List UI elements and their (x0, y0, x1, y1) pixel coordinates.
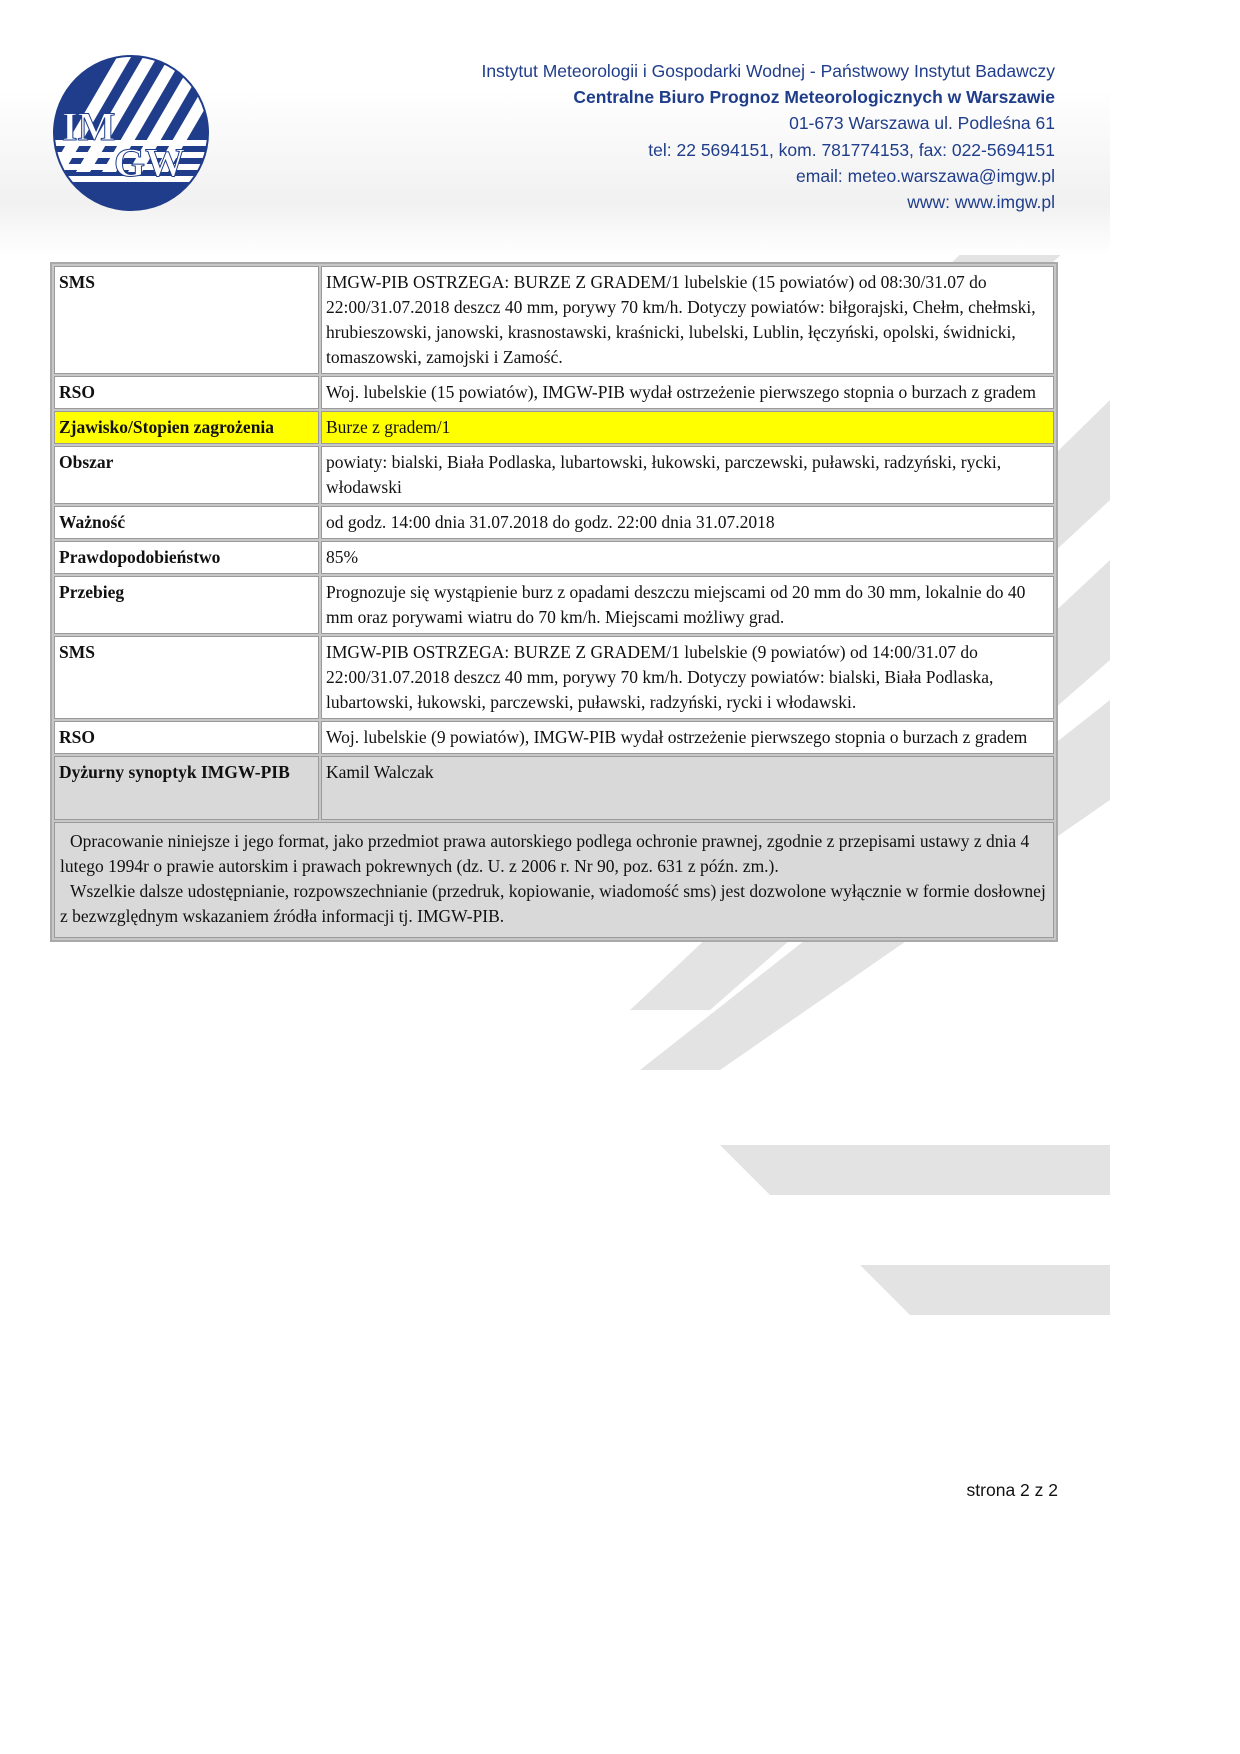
page-number: strona 2 z 2 (966, 1480, 1058, 1500)
row-value: Burze z gradem/1 (321, 411, 1054, 444)
address: 01-673 Warszawa ul. Podleśna 61 (789, 113, 1055, 134)
row-value: Woj. lubelskie (15 powiatów), IMGW-PIB wydał ostrzeżenie pierwszego stopnia o burzach z gradem (321, 376, 1054, 409)
copyright-paragraph-2: Wszelkie dalsze udostępnianie, rozpowszechnianie (przedruk, kopiowanie, wiadomość sms) jest dozwolone wyłącznie w formie dosłownej z bezwzględnym wskazaniem źródła informacji tj. IMGW-PIB. (60, 881, 1046, 926)
table-row (54, 446, 1054, 504)
row-label: SMS (54, 266, 319, 374)
warning-table (50, 262, 1058, 942)
institute-name: Instytut Meteorologii i Gospodarki Wodnej - Państwowy Instytut Badawczy (481, 61, 1055, 81)
row-label: Ważność (54, 506, 319, 539)
row-label: Dyżurny synoptyk IMGW-PIB (54, 756, 319, 820)
row-label: Obszar (54, 446, 319, 504)
phone: tel: 22 5694151, kom. 781774153, fax: 022-5694151 (648, 139, 1055, 160)
table-row (54, 376, 1054, 409)
logo-text-top: IM (62, 104, 116, 149)
row-label: SMS (54, 636, 319, 719)
row-value: Woj. lubelskie (9 powiatów), IMGW-PIB wydał ostrzeżenie pierwszego stopnia o burzach z gradem (321, 721, 1054, 754)
table-row (54, 576, 1054, 634)
row-label: Przebieg (54, 576, 319, 634)
row-value: Prognozuje się wystąpienie burz z opadami deszczu miejscami od 20 mm do 30 mm, lokalnie do 40 mm oraz porywami wiatru do 70 km/h. Miejscami możliwy grad. (321, 576, 1054, 634)
table-row (54, 541, 1054, 574)
row-label: Prawdopodobieństwo (54, 541, 319, 574)
copyright-note (54, 822, 1054, 938)
organization-info (481, 58, 1055, 215)
table-row (54, 266, 1054, 374)
row-value: powiaty: bialski, Biała Podlaska, lubartowski, łukowski, parczewski, puławski, radzyński, rycki, włodawski (321, 446, 1054, 504)
row-label: Zjawisko/Stopien zagrożenia (54, 411, 319, 444)
table-row-highlighted (54, 411, 1054, 444)
table-row-copyright (54, 822, 1054, 938)
copyright-paragraph-1: Opracowanie niniejsze i jego format, jako przedmiot prawa autorskiego podlega ochronie prawnej, zgodnie z przepisami ustawy z dnia 4 lutego 1994r o prawie autorskim i prawach pokrewnych (dz. U. z 2006 r. Nr 90, poz. 631 z późn. zm.). (60, 831, 1030, 876)
row-value: od godz. 14:00 dnia 31.07.2018 do godz. 22:00 dnia 31.07.2018 (321, 506, 1054, 539)
logo-text-bottom: GW (114, 140, 186, 185)
website: www: www.imgw.pl (907, 192, 1055, 213)
bureau-name: Centralne Biuro Prognoz Meteorologicznych w Warszawie (573, 87, 1055, 108)
row-value: IMGW-PIB OSTRZEGA: BURZE Z GRADEM/1 lubelskie (15 powiatów) od 08:30/31.07 do 22:00/31.07.2018 deszcz 40 mm, porywy 70 km/h. Dotyczy powiatów: biłgorajski, Chełm, chełmski, hrubieszowski, janowski, krasnostawski, kraśnicki, lubelski, Lublin, łęczyński, opolski, świdnicki, tomaszowski, zamojski i Zamość. (321, 266, 1054, 374)
row-value: Kamil Walczak (321, 756, 1054, 820)
row-value: 85% (321, 541, 1054, 574)
table-row (54, 721, 1054, 754)
row-value: IMGW-PIB OSTRZEGA: BURZE Z GRADEM/1 lubelskie (9 powiatów) od 14:00/31.07 do 22:00/31.07.2018 deszcz 40 mm, porywy 70 km/h. Dotyczy powiatów: bialski, Biała Podlaska, lubartowski, łukowski, parczewski, puławski, radzyński, rycki i włodawski. (321, 636, 1054, 719)
imgw-logo (50, 52, 212, 214)
email: email: meteo.warszawa@imgw.pl (796, 165, 1055, 186)
table-row-forecaster (54, 756, 1054, 820)
table-row (54, 506, 1054, 539)
row-label: RSO (54, 721, 319, 754)
row-label: RSO (54, 376, 319, 409)
table-row (54, 636, 1054, 719)
